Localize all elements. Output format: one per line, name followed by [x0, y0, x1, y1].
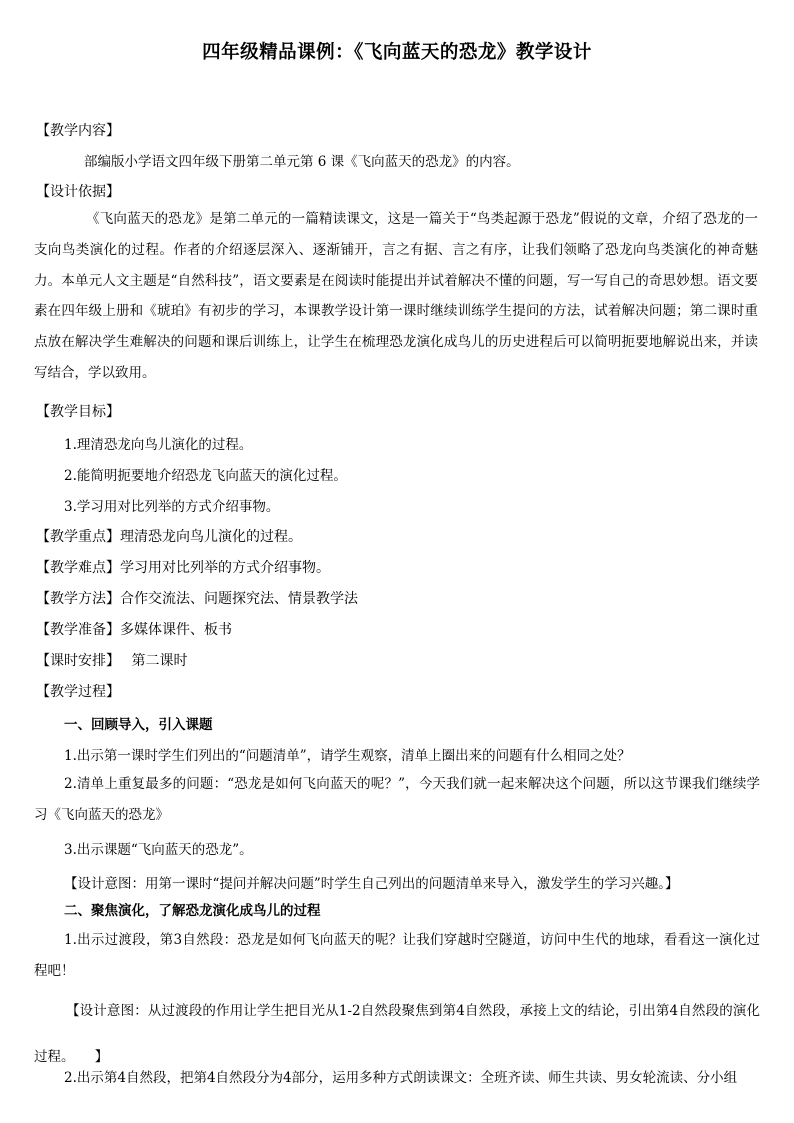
section-heading-content: 【教学内容】 — [36, 123, 120, 139]
step-one-item-1: 1.出示第一课时学生们列出的“问题清单”，请学生观察，清单上圈出来的问题有什么相同之处？ — [64, 748, 631, 764]
content-text: 部编版小学语文四年级下册第二单元第 6 课《飞向蓝天的恐龙》的内容。 — [84, 154, 520, 170]
step-one-item-2: 2.清单上重复最多的问题：“恐龙是如何飞向蓝天的呢？”，今天我们就一起来解决这个问题，所以这节课我们继续学习《飞向蓝天的恐龙》 — [34, 776, 760, 823]
step-two-item-2: 2.出示第4自然段，把第4自然段分为4部分，运用多种方式朗读课文：全班齐读、师生共读、男女轮流读、分小组 — [64, 1070, 738, 1086]
difficulty-line: 【教学难点】学习用对比列举的方式介绍事物。 — [36, 560, 330, 576]
section-heading-basis: 【设计依据】 — [36, 184, 120, 200]
step-two-design-intent: 【设计意图：从过渡段的作用让学生把目光从1-2自然段聚焦到第4自然段，承接上文的结论，引出第4自然段的演化过程。 】 — [34, 1003, 760, 1065]
goal-item-3: 3.学习用对比列举的方式介绍事物。 — [64, 499, 280, 515]
step-two-item-1: 1.出示过渡段，第3自然段：恐龙是如何飞向蓝天的呢？让我们穿越时空隧道，访问中生代的地球，看看这一演化过程吧！ — [34, 932, 760, 979]
schedule-line: 【课时安排】 第二课时 — [36, 653, 188, 669]
section-heading-goals: 【教学目标】 — [36, 404, 120, 420]
preparation-line: 【教学准备】多媒体课件、板书 — [36, 622, 232, 638]
step-one-item-3: 3.出示课题“飞向蓝天的恐龙”。 — [64, 842, 253, 858]
key-point-line: 【教学重点】理清恐龙向鸟儿演化的过程。 — [36, 529, 302, 545]
step-two-heading: 二、聚焦演化，了解恐龙演化成鸟儿的过程 — [64, 903, 321, 919]
basis-paragraph: 《飞向蓝天的恐龙》是第二单元的一篇精读课文，这是一篇关于“鸟类起源于恐龙”假说的文章，介绍了恐龙的一支向鸟类演化的过程。作者的介绍逐层深入、逐渐铺开，言之有据、言之有序，让我们领略了恐龙向鸟类演化的神奇魅力。本单元人文主题是“自然科技”，语文要素是在阅读时能提出并试着解决不懂的问题，写一写自己的奇思妙想。语文要素在四年级上册和《琥珀》有初步的学习，本课教学设计第一课时继续训练学生提问的方法，试着解决问题；第二课时重点放在解决学生难解决的问题和课后训练上，让学生在梳理恐龙演化成鸟儿的历史进程后可以简明扼要地解说出来，并读写结合，学以致用。 — [34, 211, 758, 381]
step-one-design-intent: 【设计意图：用第一课时“提问并解决问题”时学生自己列出的问题清单来导入，激发学生的学习兴趣。】 — [64, 876, 679, 892]
step-one-heading: 一、回顾导入，引入课题 — [64, 717, 213, 733]
document-title: 四年级精品课例：《飞向蓝天的恐龙》教学设计 — [202, 42, 592, 63]
goal-item-1: 1.理清恐龙向鸟儿演化的过程。 — [64, 437, 253, 453]
goal-item-2: 2.能简明扼要地介绍恐龙飞向蓝天的演化过程。 — [64, 468, 347, 484]
methods-line: 【教学方法】合作交流法、问题探究法、情景教学法 — [36, 591, 358, 607]
section-heading-process: 【教学过程】 — [36, 684, 120, 700]
